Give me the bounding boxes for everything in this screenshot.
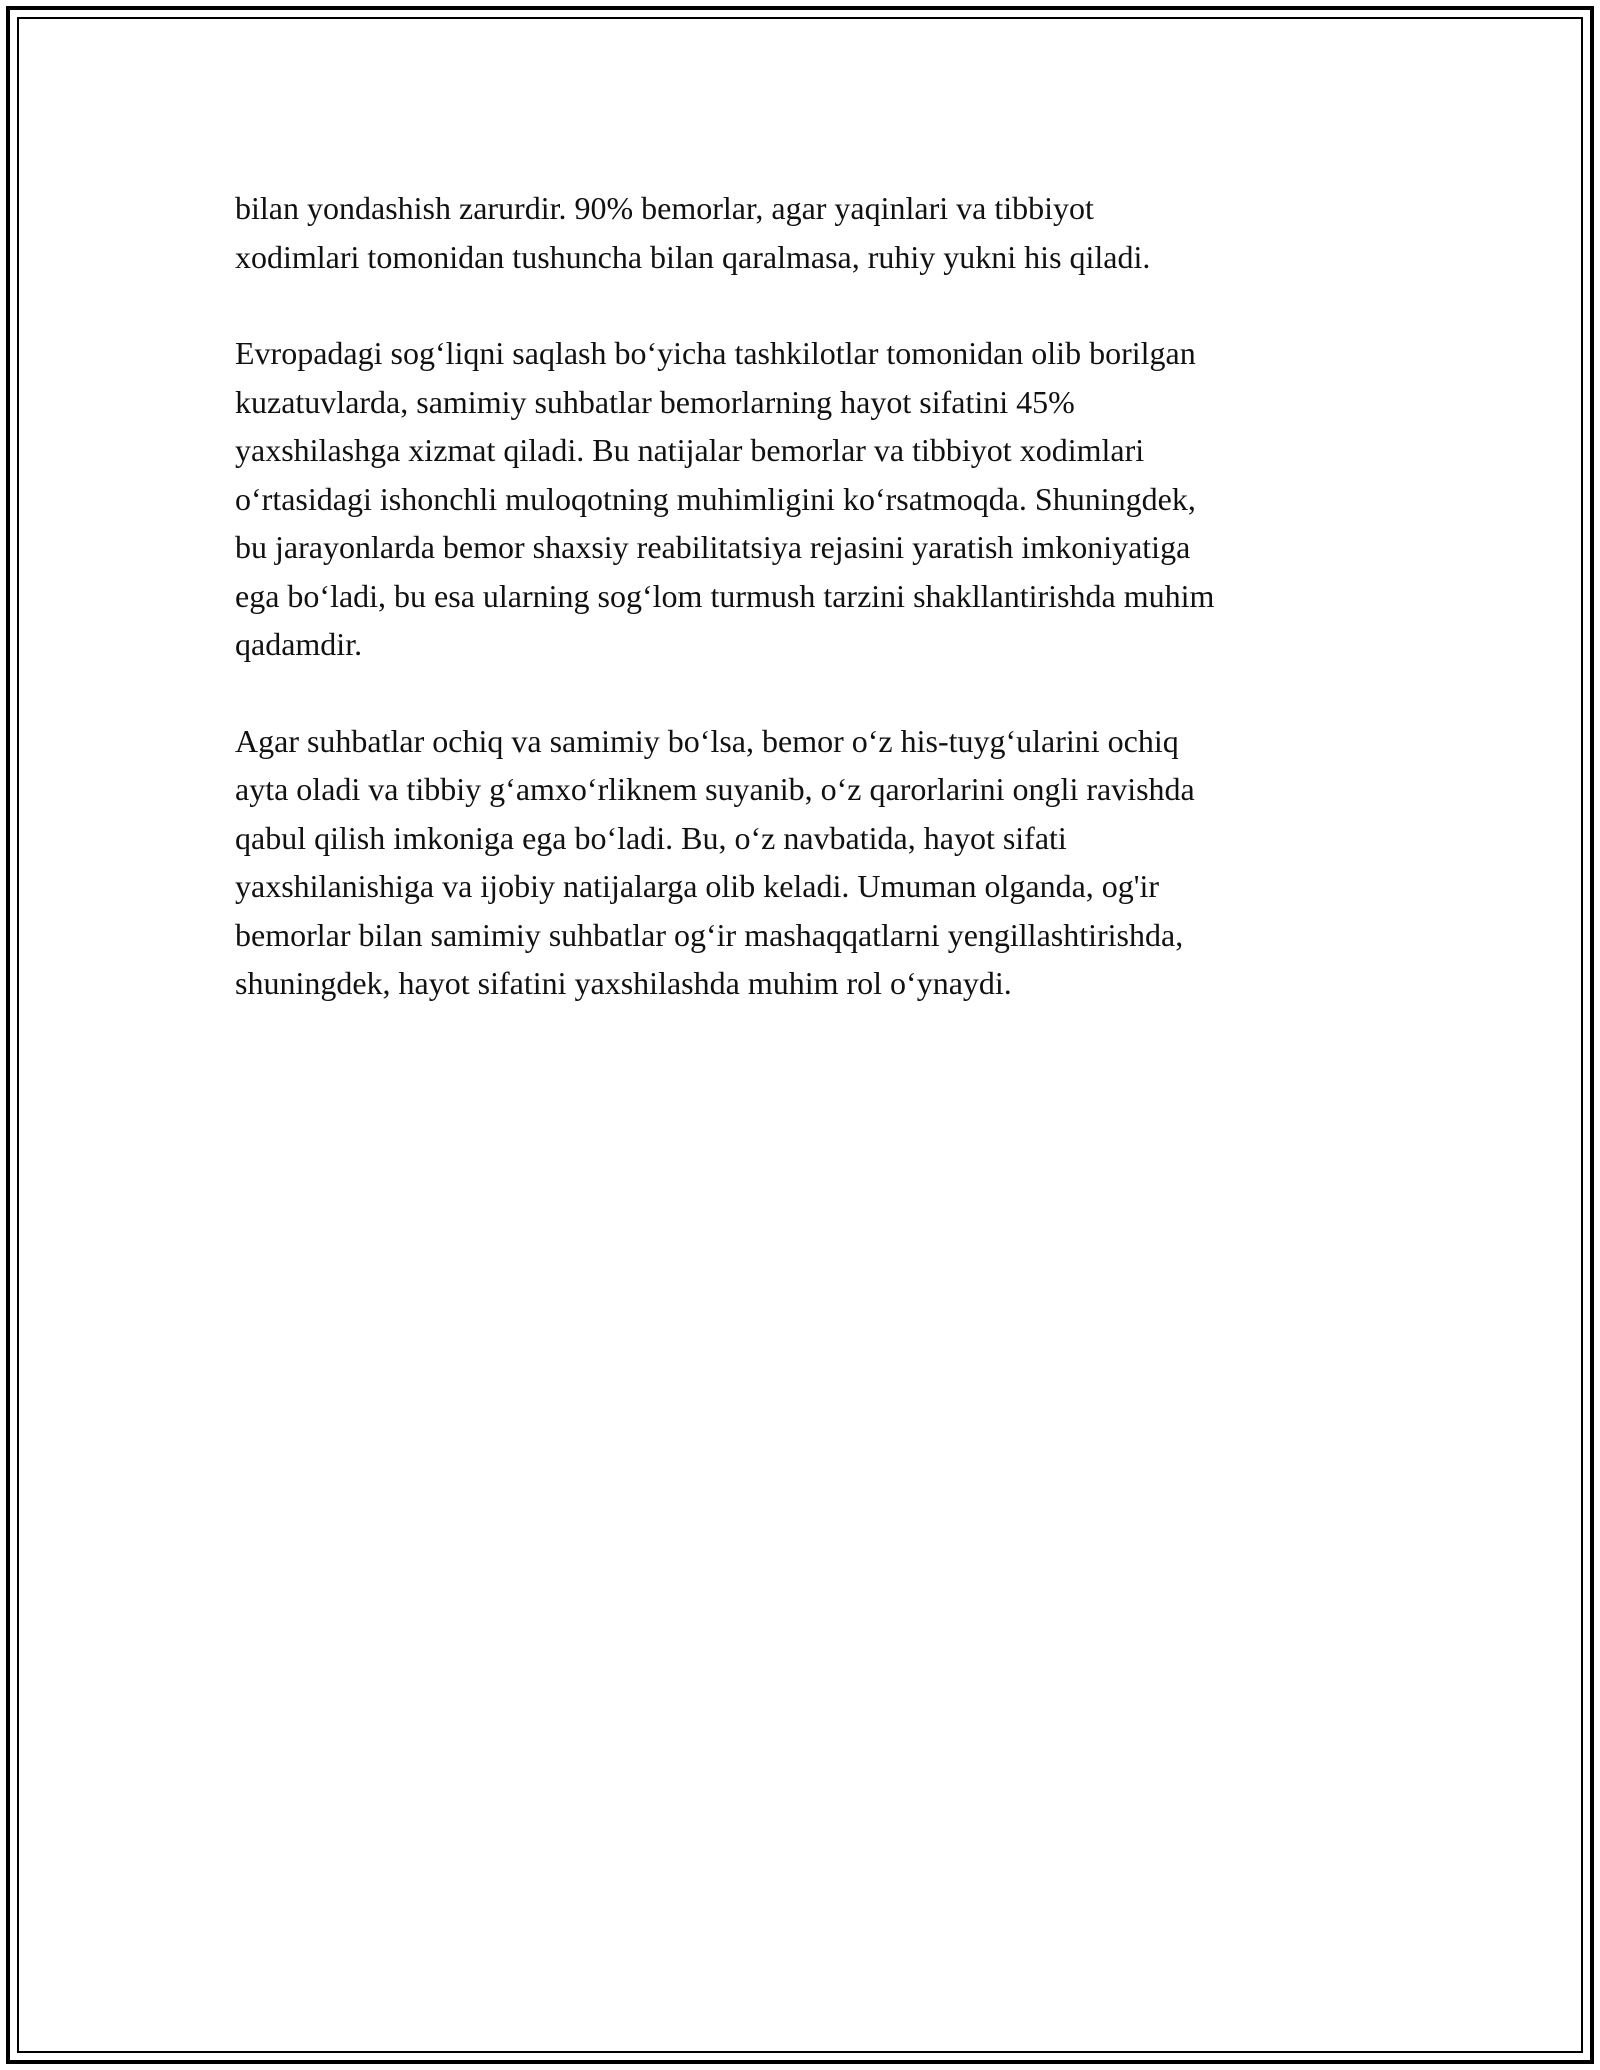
text-line: bilan yondashish zarurdir. 90% bemorlar, agar yaqinlari va tibbiyot (235, 190, 1094, 226)
text-line: Evropadagi sog‘liqni saqlash bo‘yicha tashkilotlar tomonidan olib borilgan (235, 335, 1196, 371)
paragraph-2 (235, 329, 1375, 669)
text-line: Agar suhbatlar ochiq va samimiy bo‘lsa, bemor o‘z his-tuyg‘ularini ochiq (235, 722, 1179, 759)
paragraph-3 (235, 717, 1375, 1008)
text-line: qadamdir. (235, 626, 363, 662)
text-line: yaxshilashga xizmat qiladi. Bu natijalar bemorlar va tibbiyot xodimlari (235, 432, 1145, 468)
document-body (235, 184, 1375, 1056)
text-line: ayta oladi va tibbiy g‘amxo‘rliknem suyanib, o‘z qarorlarini ongli ravishda (235, 771, 1195, 807)
text-line: ega bo‘ladi, bu esa ularning sog‘lom turmush tarzini shakllantirishda muhim (235, 577, 1215, 614)
text-line: bu jarayonlarda bemor shaxsiy reabilitatsiya rejasini yaratish imkoniyatiga (235, 529, 1191, 565)
text-line: yaxshilanishiga va ijobiy natijalarga olib keladi. Umuman olganda, og'ir (235, 868, 1160, 904)
text-line: shuningdek, hayot sifatini yaxshilashda muhim rol o‘ynaydi. (235, 965, 1012, 1001)
text-line: xodimlari tomonidan tushuncha bilan qaralmasa, ruhiy yukni his qiladi. (235, 238, 1151, 275)
paragraph-1 (235, 184, 1375, 281)
text-line: bemorlar bilan samimiy suhbatlar og‘ir mashaqqatlarni yengillashtirishda, (235, 916, 1184, 953)
text-line: qabul qilish imkoniga ega bo‘ladi. Bu, o‘z navbatida, hayot sifati (235, 819, 1067, 856)
text-line: kuzatuvlarda, samimiy suhbatlar bemorlarning hayot sifatini 45% (235, 383, 1075, 420)
text-line: o‘rtasidagi ishonchli muloqotning muhimligini ko‘rsatmoqda. Shuningdek, (235, 480, 1196, 517)
